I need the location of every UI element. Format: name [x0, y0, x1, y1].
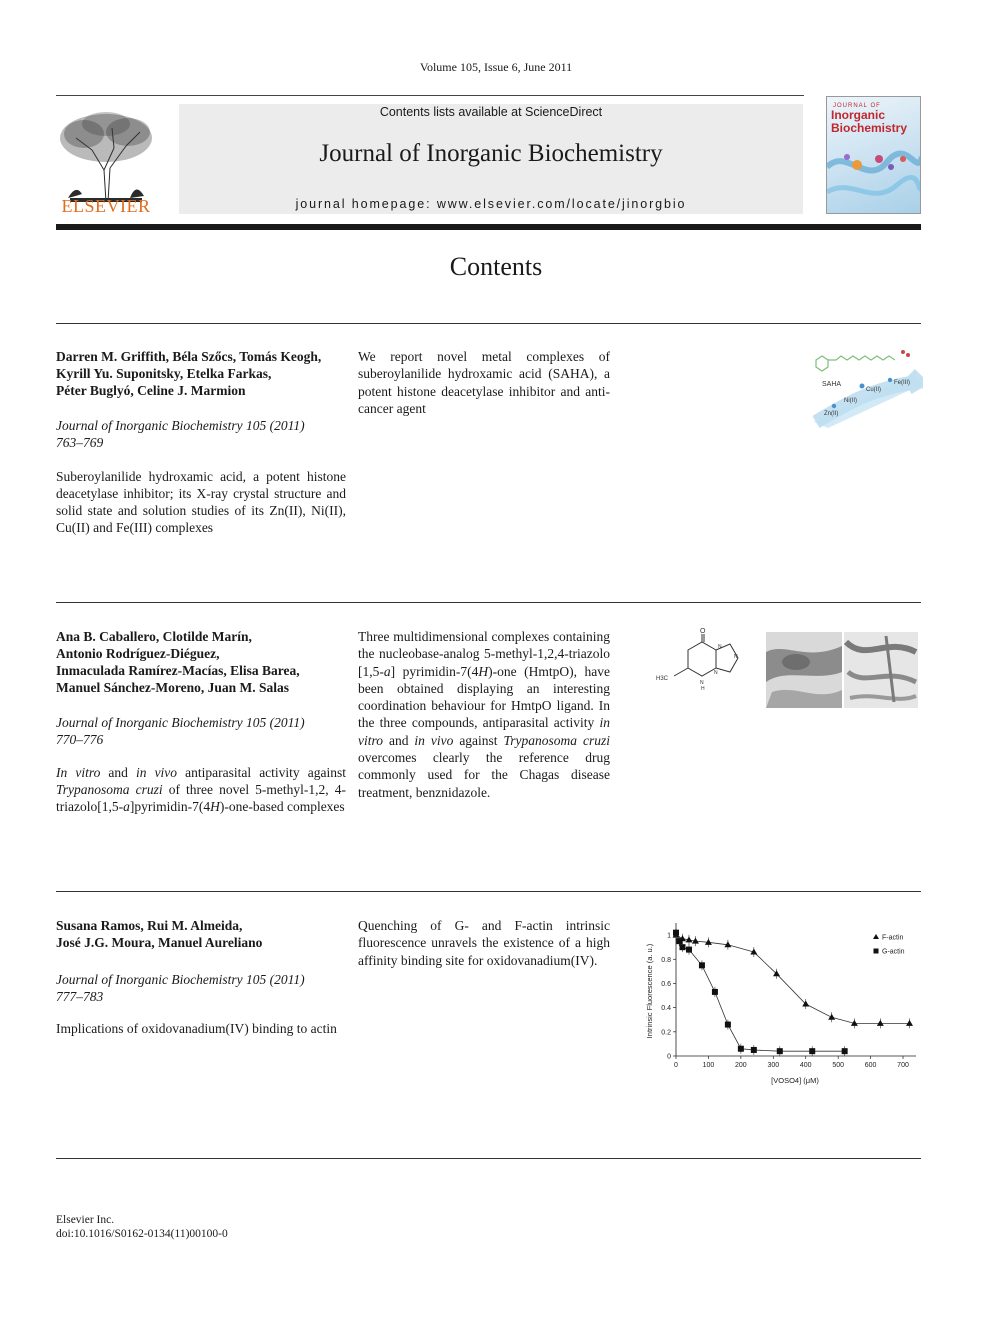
- journal-cover-thumbnail: [826, 96, 921, 214]
- label-fe: Fe(III): [894, 380, 910, 386]
- data-point-g-actin: [777, 1048, 783, 1054]
- atom-n: N: [734, 654, 738, 660]
- chart-x-tick-label: 500: [832, 1062, 845, 1069]
- legend-label-g-actin: G-actin: [882, 948, 905, 956]
- cover-title-line-1: Inorganic: [831, 108, 886, 122]
- data-point-f-actin: [877, 1020, 884, 1026]
- publisher-logo-text: ELSEVIER: [61, 196, 151, 216]
- masthead-top-rule: [56, 95, 804, 96]
- citation-journal: Journal of Inorganic Biochemistry 105 (2011): [56, 418, 305, 433]
- section-divider: [56, 602, 921, 603]
- journal-homepage-link[interactable]: journal homepage: www.elsevier.com/locate/jinorgbio: [295, 197, 687, 211]
- legend-marker-g-actin: [874, 949, 879, 954]
- author-line: Ana B. Caballero, Clotilde Marín,: [56, 629, 252, 644]
- citation-pages: 770–776: [56, 732, 104, 747]
- data-point-g-actin: [738, 1046, 744, 1052]
- data-point-g-actin: [809, 1048, 815, 1054]
- graphical-abstract-text: Quenching of G- and F-actin intrinsic fluorescence unravels the existence of a high affinity binding site for oxidovanadium(IV).: [358, 918, 610, 968]
- data-point-f-actin: [828, 1014, 835, 1020]
- author-line: Susana Ramos, Rui M. Almeida,: [56, 918, 243, 933]
- article-title[interactable]: In vitro and in vivo antiparasital activity against Trypanosoma cruzi of three novel 5-methyl-1,2, 4-triazolo[1,5-a]pyrimidin-7(4H)-one-based complexes: [56, 765, 347, 814]
- data-point-g-actin: [686, 947, 692, 953]
- author-line: Péter Buglyó, Celine J. Marmion: [56, 383, 246, 398]
- chart-x-axis-label: [VOSO4] (μM): [771, 1076, 819, 1085]
- chart-y-tick-label: 0: [667, 1053, 671, 1061]
- chart-y-tick-label: 0.2: [661, 1029, 671, 1037]
- author-line: Manuel Sánchez-Moreno, Juan M. Salas: [56, 680, 290, 695]
- author-line: Darren M. Griffith, Béla Szőcs, Tomás Keogh,: [56, 349, 322, 364]
- data-point-g-actin: [751, 1047, 757, 1053]
- footer-publisher: Elsevier Inc.: [56, 1214, 115, 1226]
- author-line: José J.G. Moura, Manuel Aureliano: [56, 935, 263, 950]
- author-line: Antonio Rodríguez-Diéguez,: [56, 646, 220, 661]
- micrograph-images: [766, 632, 918, 708]
- atom-n: N: [714, 670, 718, 676]
- label-cu: Cu(II): [866, 387, 881, 393]
- data-point-g-actin: [842, 1048, 848, 1054]
- citation-pages: 777–783: [56, 989, 104, 1004]
- article-authors: [56, 917, 346, 951]
- saha-metal-complex-graphic: [810, 348, 923, 428]
- label-ni: Ni(II): [844, 398, 857, 404]
- article-citation[interactable]: [56, 971, 346, 1005]
- header-thick-rule: [56, 224, 921, 230]
- chart-x-tick-label: 200: [735, 1062, 747, 1069]
- data-point-f-actin: [906, 1020, 913, 1026]
- cover-title: [831, 109, 907, 135]
- article-authors: [56, 628, 346, 696]
- chart-x-tick-label: 300: [767, 1062, 780, 1069]
- citation-pages: 763–769: [56, 435, 104, 450]
- label-saha: SAHA: [822, 381, 842, 388]
- volume-issue-line: Volume 105, Issue 6, June 2011: [419, 60, 573, 74]
- section-divider: [56, 891, 921, 892]
- hmtpo-structure-graphic: [654, 628, 754, 706]
- article-citation[interactable]: [56, 417, 346, 451]
- journal-title: Journal of Inorganic Biochemistry: [319, 140, 663, 167]
- cover-subtitle: JOURNAL OF: [833, 103, 881, 109]
- author-line: Kyrill Yu. Suponitsky, Etelka Farkas,: [56, 366, 272, 381]
- article-authors: [56, 348, 346, 399]
- fit-curve-f-actin: [676, 935, 910, 1023]
- cover-title-line-2: Biochemistry: [831, 121, 908, 135]
- chart-y-tick-label: 0.8: [661, 956, 671, 964]
- page-title: Contents: [449, 252, 543, 281]
- article-citation[interactable]: [56, 714, 346, 748]
- chart-x-tick-label: 600: [864, 1062, 877, 1069]
- chart-x-tick-label: 400: [799, 1062, 812, 1069]
- chart-y-tick-label: 1: [667, 932, 671, 940]
- chart-y-tick-label: 0.4: [661, 1005, 671, 1013]
- legend-label-f-actin: F-actin: [882, 934, 904, 942]
- contents-available-link[interactable]: Contents lists available at ScienceDirect: [379, 105, 603, 119]
- chart-x-tick-label: 100: [702, 1062, 715, 1069]
- atom-n: N: [700, 680, 704, 686]
- footer-doi[interactable]: doi:10.1016/S0162-0134(11)00100-0: [56, 1228, 228, 1240]
- data-point-g-actin: [673, 930, 679, 936]
- fluorescence-quenching-chart: [640, 915, 922, 1090]
- chart-legend: [873, 934, 905, 956]
- data-point-g-actin: [676, 938, 682, 944]
- label-zn: Zn(II): [824, 411, 839, 417]
- article-title[interactable]: Implications of oxidovanadium(IV) binding to actin: [56, 1021, 337, 1036]
- data-point-g-actin: [712, 989, 718, 995]
- chart-x-tick-label: 0: [674, 1062, 678, 1069]
- chart-ticks: [661, 933, 909, 1069]
- atom-h3c: H3C: [656, 676, 669, 682]
- section-divider: [56, 1158, 921, 1159]
- legend-marker-f-actin: [873, 934, 879, 939]
- atom-o: O: [700, 628, 706, 635]
- data-point-g-actin: [725, 1022, 731, 1028]
- article-title[interactable]: Suberoylanilide hydroxamic acid, a potent histone deacetylase inhibitor; its X-ray crystal structure and solid state and solution studies of its Zn(II), Ni(II), Cu(II) and Fe(III) complexes: [56, 469, 346, 535]
- cover-molecule-art: [827, 137, 921, 214]
- author-line: Inmaculada Ramírez-Macías, Elisa Barea,: [56, 663, 300, 678]
- section-divider: [56, 323, 921, 324]
- data-point-g-actin: [679, 944, 685, 950]
- chart-y-tick-label: 0.6: [661, 980, 671, 988]
- graphical-abstract-text: Three multidimensional complexes containing the nucleobase-analog 5-methyl-1,2,4-triazolo [1,5-a] pyrimidin-7(4H)-one (HmtpO), have been obtained displaying an interesting coordination behaviour for HmtpO ligand. In the three compounds, antiparasital activity in vitro and in vivo against Trypanosoma cruzi overcomes clearly the reference drug commonly used for the Chagas disease treatment, benznidazole.: [358, 629, 610, 800]
- fit-curve-g-actin: [676, 933, 845, 1051]
- chart-x-tick-label: 700: [897, 1062, 909, 1069]
- atom-n: N: [718, 644, 722, 650]
- chart-y-axis-label: Intrinsic Fluorescence (a. u.): [645, 943, 654, 1039]
- graphical-abstract-text: We report novel metal complexes of suberoylanilide hydroxamic acid (SAHA), a potent histone deacetylase inhibitor and anti-cancer agent: [358, 349, 610, 416]
- atom-h: H: [701, 686, 705, 692]
- data-point-g-actin: [699, 962, 705, 968]
- citation-journal: Journal of Inorganic Biochemistry 105 (2011): [56, 715, 305, 730]
- chart-data-points: [673, 928, 914, 1056]
- citation-journal: Journal of Inorganic Biochemistry 105 (2011): [56, 972, 305, 987]
